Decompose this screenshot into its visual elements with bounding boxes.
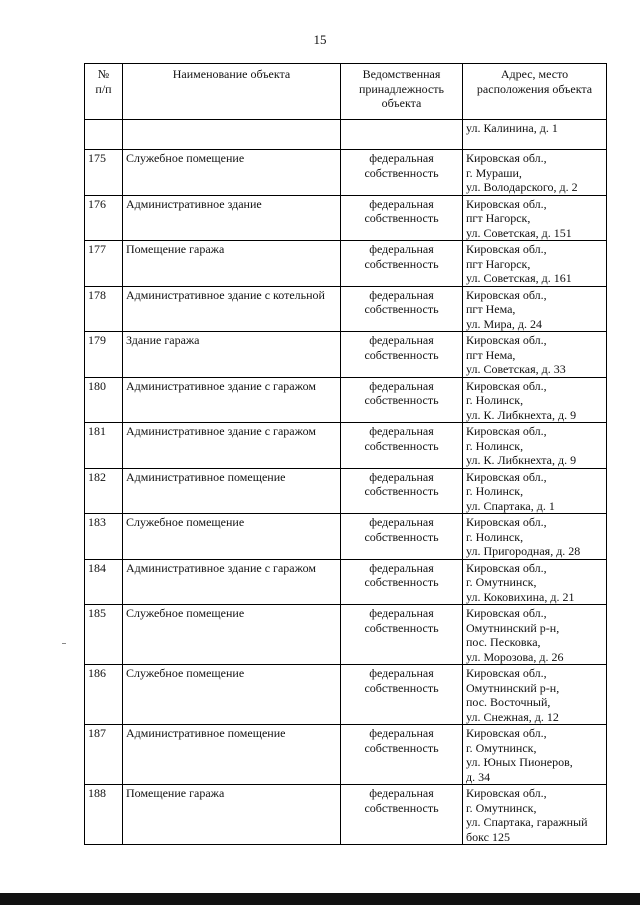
cell-num: 175 xyxy=(85,150,123,196)
header-owner-line: принадлежность xyxy=(358,81,445,96)
owner-line: собственность xyxy=(364,680,439,695)
cell-name: Административное здание xyxy=(123,195,341,241)
cell-owner xyxy=(341,332,463,378)
property-table xyxy=(84,63,607,845)
cell-name: Помещение гаража xyxy=(123,785,341,845)
table-row xyxy=(85,559,607,605)
scan-bottom-edge xyxy=(0,893,640,905)
cell-owner xyxy=(341,665,463,725)
table-row xyxy=(85,286,607,332)
cell-num: 186 xyxy=(85,665,123,725)
owner-line: федеральная xyxy=(369,560,434,575)
cell-address xyxy=(463,514,607,560)
table-row xyxy=(85,468,607,514)
margin-mark xyxy=(62,643,66,644)
owner-line: собственность xyxy=(364,347,439,362)
address-line: ул. Коковихина, д. 21 xyxy=(466,589,575,604)
address-line: ул. Советская, д. 33 xyxy=(466,362,566,376)
address-line: г. Нолинск, xyxy=(466,393,524,407)
owner-line: собственность xyxy=(364,302,439,316)
table-row xyxy=(85,665,607,725)
table-row xyxy=(85,195,607,241)
owner-line: собственность xyxy=(364,211,439,225)
address-line: ул. Советская, д. 151 xyxy=(466,225,572,240)
owner-line: собственность xyxy=(364,256,439,271)
address-line: Омутнинский р-н, xyxy=(466,680,560,695)
address-line: г. Мураши, xyxy=(466,165,522,180)
address-line: бокс 125 xyxy=(466,829,510,844)
owner-line: собственность xyxy=(364,529,439,544)
address-line: ул. Калинина, д. 1 xyxy=(466,121,558,135)
address-line: г. Омутнинск, xyxy=(466,800,537,815)
address-line: пгт Нема, xyxy=(466,302,516,316)
address-line: Кировская обл., xyxy=(466,606,547,620)
address-line: Кировская обл., xyxy=(466,242,547,256)
table-row xyxy=(85,785,607,845)
address-line: ул. Советская, д. 161 xyxy=(466,271,572,285)
address-line: ул. Мира, д. 24 xyxy=(466,316,542,331)
cell-address xyxy=(463,241,607,287)
cell-num: 187 xyxy=(85,725,123,785)
header-num-line: п/п xyxy=(95,81,112,96)
table-row xyxy=(85,514,607,560)
cell-name: Административное помещение xyxy=(123,725,341,785)
address-line: Кировская обл., xyxy=(466,560,547,575)
address-line: Кировская обл., xyxy=(466,786,547,800)
owner-line: федеральная xyxy=(369,151,434,165)
cell-address xyxy=(463,286,607,332)
cell-owner xyxy=(341,195,463,241)
cell-owner xyxy=(341,514,463,560)
cell-num: 179 xyxy=(85,332,123,378)
address-line: Кировская обл., xyxy=(466,196,547,211)
address-line: пгт Нема, xyxy=(466,347,516,362)
table-header-row xyxy=(85,64,607,120)
cell-owner xyxy=(341,377,463,423)
cell-name: Служебное помещение xyxy=(123,150,341,196)
address-line: ул. К. Либкнехта, д. 9 xyxy=(466,407,577,422)
cell-owner xyxy=(341,559,463,605)
cell-num: 183 xyxy=(85,514,123,560)
address-line: ул. Снежная, д. 12 xyxy=(466,709,559,724)
header-address-line: Адрес, место xyxy=(500,67,569,81)
address-line: ул. Морозова, д. 26 xyxy=(466,649,564,664)
cell-num: 188 xyxy=(85,785,123,845)
cell-name: Административное помещение xyxy=(123,468,341,514)
header-num-line: № xyxy=(97,67,110,81)
address-line: пгт Нагорск, xyxy=(466,211,531,225)
address-line: Кировская обл., xyxy=(466,515,547,529)
cell-address xyxy=(463,195,607,241)
cell-name: Служебное помещение xyxy=(123,605,341,665)
address-line: ул. Спартака, д. 1 xyxy=(466,498,555,513)
cell-address xyxy=(463,785,607,845)
owner-line: собственность xyxy=(364,800,439,815)
cell-address xyxy=(463,377,607,423)
address-line: г. Нолинск, xyxy=(466,484,524,498)
cell-address xyxy=(463,423,607,469)
cell-name: Административное здание с котельной xyxy=(123,286,341,332)
owner-line: собственность xyxy=(364,484,439,498)
cell-owner xyxy=(341,785,463,845)
header-owner-line: объекта xyxy=(381,96,422,110)
address-line: д. 34 xyxy=(466,769,491,784)
cell-name xyxy=(123,120,341,150)
address-line: ул. Юных Пионеров, xyxy=(466,755,573,769)
address-line: Кировская обл., xyxy=(466,424,547,438)
owner-line: федеральная xyxy=(369,424,434,438)
cell-num: 176 xyxy=(85,195,123,241)
owner-line: федеральная xyxy=(369,378,434,393)
owner-line: федеральная xyxy=(369,469,434,484)
cell-name: Административное здание с гаражом xyxy=(123,377,341,423)
cell-name: Административное здание с гаражом xyxy=(123,559,341,605)
cell-address xyxy=(463,605,607,665)
address-line: г. Омутнинск, xyxy=(466,575,537,589)
owner-line: собственность xyxy=(364,620,439,635)
cell-owner xyxy=(341,150,463,196)
cell-name: Здание гаража xyxy=(123,332,341,378)
address-line: Кировская обл., xyxy=(466,378,547,393)
cell-address xyxy=(463,120,607,150)
cell-num: 184 xyxy=(85,559,123,605)
table-row xyxy=(85,377,607,423)
address-line: ул. К. Либкнехта, д. 9 xyxy=(466,453,577,467)
cell-owner xyxy=(341,286,463,332)
owner-line: федеральная xyxy=(369,786,434,800)
address-line: г. Нолинск, xyxy=(466,529,524,544)
address-line: Кировская обл., xyxy=(466,666,547,680)
table-row xyxy=(85,150,607,196)
cell-num: 177 xyxy=(85,241,123,287)
owner-line: федеральная xyxy=(369,196,434,211)
header-address xyxy=(463,64,607,120)
table-row xyxy=(85,332,607,378)
address-line: Омутнинский р-н, xyxy=(466,620,560,635)
cell-owner xyxy=(341,120,463,150)
owner-line: федеральная xyxy=(369,287,434,302)
cell-owner xyxy=(341,725,463,785)
cell-owner xyxy=(341,241,463,287)
cell-name: Служебное помещение xyxy=(123,665,341,725)
address-line: Кировская обл., xyxy=(466,726,547,740)
address-line: пос. Песковка, xyxy=(466,635,541,649)
cell-address xyxy=(463,150,607,196)
cell-owner xyxy=(341,423,463,469)
owner-line: собственность xyxy=(364,740,439,755)
cell-address xyxy=(463,665,607,725)
cell-name: Служебное помещение xyxy=(123,514,341,560)
cell-address xyxy=(463,559,607,605)
address-line: Кировская обл., xyxy=(466,287,547,302)
owner-line: собственность xyxy=(364,438,439,453)
cell-num: 185 xyxy=(85,605,123,665)
address-line: ул. Володарского, д. 2 xyxy=(466,180,578,194)
owner-line: собственность xyxy=(364,575,439,589)
table-row xyxy=(85,605,607,665)
header-name: Наименование объекта xyxy=(123,64,341,120)
address-line: ул. Пригородная, д. 28 xyxy=(466,544,581,558)
owner-line: собственность xyxy=(364,165,439,180)
page-number: 15 xyxy=(313,32,327,47)
address-line: ул. Спартака, гаражный xyxy=(466,815,588,829)
address-line: пгт Нагорск, xyxy=(466,256,531,271)
address-line: Кировская обл., xyxy=(466,151,547,165)
header-num xyxy=(85,64,123,120)
owner-line: федеральная xyxy=(369,242,434,256)
cell-address xyxy=(463,725,607,785)
owner-line: федеральная xyxy=(369,333,434,347)
cell-owner xyxy=(341,468,463,514)
cell-num: 182 xyxy=(85,468,123,514)
header-address-line: расположения объекта xyxy=(476,81,593,96)
address-line: Кировская обл., xyxy=(466,469,547,484)
table-row xyxy=(85,725,607,785)
header-owner-line: Ведомственная xyxy=(362,67,441,81)
cell-address xyxy=(463,468,607,514)
continuation-row xyxy=(85,120,607,150)
cell-num xyxy=(85,120,123,150)
cell-address xyxy=(463,332,607,378)
owner-line: федеральная xyxy=(369,666,434,680)
cell-name: Административное здание с гаражом xyxy=(123,423,341,469)
header-owner xyxy=(341,64,463,120)
address-line: Кировская обл., xyxy=(466,333,547,347)
address-line: г. Нолинск, xyxy=(466,438,524,453)
owner-line: федеральная xyxy=(369,606,434,620)
cell-name: Помещение гаража xyxy=(123,241,341,287)
cell-num: 181 xyxy=(85,423,123,469)
owner-line: федеральная xyxy=(369,726,434,740)
cell-owner xyxy=(341,605,463,665)
table-row xyxy=(85,241,607,287)
owner-line: собственность xyxy=(364,393,439,407)
table-body xyxy=(85,120,607,845)
address-line: пос. Восточный, xyxy=(466,695,551,709)
table-row xyxy=(85,423,607,469)
cell-num: 180 xyxy=(85,377,123,423)
cell-num: 178 xyxy=(85,286,123,332)
owner-line: федеральная xyxy=(369,515,434,529)
address-line: г. Омутнинск, xyxy=(466,740,537,755)
